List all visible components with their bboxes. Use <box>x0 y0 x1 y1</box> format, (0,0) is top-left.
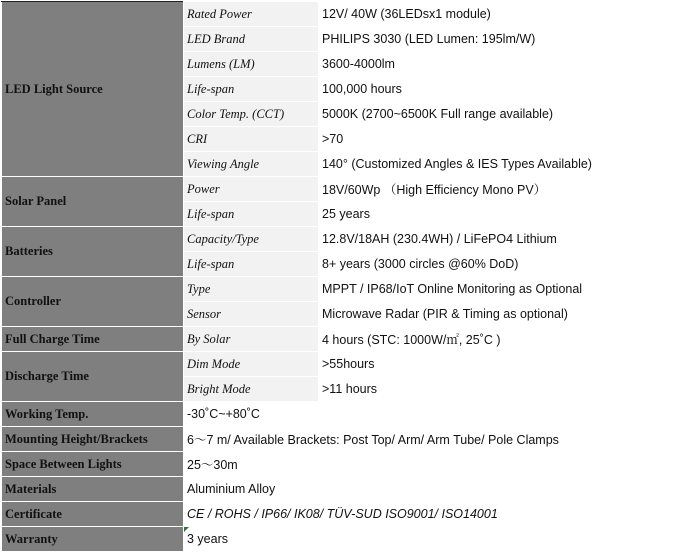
spec-key: Bright Mode <box>184 377 319 402</box>
category-controller: Controller <box>2 277 184 327</box>
spec-key: Color Temp. (CCT) <box>184 102 319 127</box>
spec-value: Aluminium Alloy <box>184 477 661 502</box>
spec-key: Sensor <box>184 302 319 327</box>
spec-key: Dim Mode <box>184 352 319 377</box>
table-row <box>2 502 661 527</box>
table-row <box>2 352 661 377</box>
table-row <box>2 402 661 427</box>
spec-value: >55hours <box>319 352 661 377</box>
category-working-temp: Working Temp. <box>2 402 184 427</box>
spec-value: >11 hours <box>319 377 661 402</box>
spec-value: 5000K (2700~6500K Full range available) <box>319 102 661 127</box>
table-row <box>2 227 661 252</box>
spec-value: 25 years <box>319 202 661 227</box>
spec-key: By Solar <box>184 327 319 352</box>
table-row <box>2 527 661 552</box>
spec-key: Type <box>184 277 319 302</box>
spec-key: Life-span <box>184 252 319 277</box>
spec-key: Life-span <box>184 77 319 102</box>
table-row <box>2 2 661 27</box>
category-led-light-source: LED Light Source <box>2 2 184 177</box>
spec-value: 3600-4000lm <box>319 52 661 77</box>
spec-value: PHILIPS 3030 (LED Lumen: 195lm/W) <box>319 27 661 52</box>
spec-key: Life-span <box>184 202 319 227</box>
spec-key: LED Brand <box>184 27 319 52</box>
spec-value: 18V/60Wp （High Efficiency Mono PV） <box>319 177 661 202</box>
spec-value: CE / ROHS / IP66/ IK08/ TÜV-SUD ISO9001/ ISO14001 <box>184 502 661 527</box>
spec-value: Microwave Radar (PIR & Timing as optional) <box>319 302 661 327</box>
category-discharge-time: Discharge Time <box>2 352 184 402</box>
category-full-charge-time: Full Charge Time <box>2 327 184 352</box>
table-row <box>2 452 661 477</box>
category-batteries: Batteries <box>2 227 184 277</box>
spec-value: 100,000 hours <box>319 77 661 102</box>
spec-value: 8+ years (3000 circles @60% DoD) <box>319 252 661 277</box>
spec-value: -30˚C~+80˚C <box>184 402 661 427</box>
table-row <box>2 177 661 202</box>
table-row <box>2 477 661 502</box>
category-certificate: Certificate <box>2 502 184 527</box>
spec-value: 4 hours (STC: 1000W/㎡, 25˚C ) <box>319 327 661 352</box>
table-row <box>2 427 661 452</box>
spec-value: 3 years <box>184 527 661 552</box>
spec-key: Viewing Angle <box>184 152 319 177</box>
category-warranty: Warranty <box>2 527 184 552</box>
spec-value: 25～30m <box>184 452 661 477</box>
spec-key: Lumens (LM) <box>184 52 319 77</box>
table-row <box>2 277 661 302</box>
category-space-between-lights: Space Between Lights <box>2 452 184 477</box>
spec-key: Power <box>184 177 319 202</box>
spec-value: 12V/ 40W (36LEDsx1 module) <box>319 2 661 27</box>
table-row <box>2 327 661 352</box>
spec-key: Rated Power <box>184 2 319 27</box>
spec-value: MPPT / IP68/IoT Online Monitoring as Optional <box>319 277 661 302</box>
spec-table <box>1 1 661 552</box>
spec-value: >70 <box>319 127 661 152</box>
spec-value: 140° (Customized Angles & IES Types Available) <box>319 152 661 177</box>
category-mounting-height: Mounting Height/Brackets <box>2 427 184 452</box>
spec-key: CRI <box>184 127 319 152</box>
spec-key: Capacity/Type <box>184 227 319 252</box>
spec-value: 6～7 m/ Available Brackets: Post Top/ Arm/ Arm Tube/ Pole Clamps <box>184 427 661 452</box>
spec-value: 12.8V/18AH (230.4WH) / LiFePO4 Lithium <box>319 227 661 252</box>
category-solar-panel: Solar Panel <box>2 177 184 227</box>
category-materials: Materials <box>2 477 184 502</box>
